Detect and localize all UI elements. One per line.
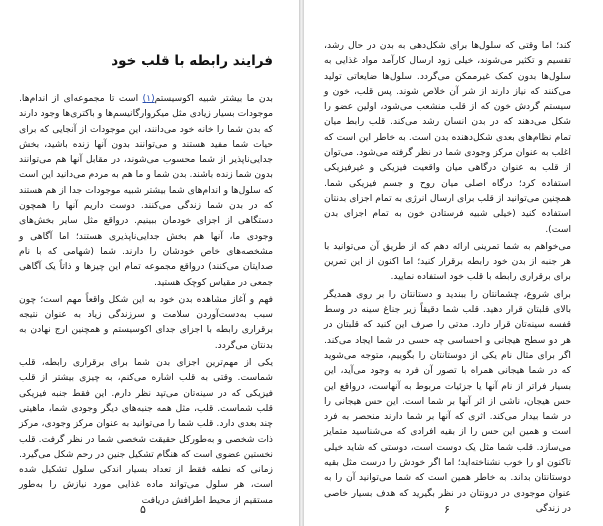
page-number: ۵: [140, 503, 146, 516]
right-page: [304, 0, 603, 526]
right-page-body: [324, 38, 571, 516]
paragraph: یکی از مهم‌ترین اجزای بدن شما برای برقراری رابطه، قلب شماست. وقتی به قلب اشاره می‌کنم، به چیزی بیشتر از قلب فیزیکی که در سینه‌تان می‌تپد نظر دارم. این فقط جنبه فیزیکی قلب شماست. قلب، مثل همه جنبه‌های دیگر وجودی شما، ماهیتی چند بعدی دارد. قلب شما را می‌توانید به عنوان مرکز وجودی، مرکز ذات شخصی و به‌طورکل حقیقت شخصی شما در نظر گرفت. قلب نخستین عضوی است که هنگام تشکیل جنین در رحم شکل می‌گیرد. زمانی که نطفه فقط از تعداد بسیار اندکی سلول تشکیل شده است، هر سلول می‌تواند ماده غذایی مورد نیازش را به‌طور مستقیم از محیط اطرافش دریافت: [19, 357, 273, 506]
left-page-body: [19, 91, 273, 508]
paragraph: [19, 91, 273, 290]
paragraph-rest: است تا مجموعه‌ای از اندام‌ها. موجودات بسیار زیادی مثل میکروارگانیسم‌ها و باکتری‌ها وجود دارند که بدن شما را خانه خود می‌دانند، این موجودات از آنجایی که برای حیات شما مفید هستند و می‌توانند بدون آنها زنده باشید، بخش جدایی‌ناپذیر از شما محسوب می‌شوند، در مقابل آنها هم می‌توانند بدون شما زنده باشند. بدن شما و ما هم به مردم می‌دانید این است که سلول‌ها و اندام‌های شما بیشتر شبیه موجودات جدا از هم هستند که در بدن شما زندگی می‌کنند. دوست داریم آنها را همچون دستگاهی از اجزای خودمان ببینیم. درواقع مثل سایر بخش‌های وجودی ما، آنها هم بخش جدایی‌ناپذیری هستند؛ اما آگاهی و مشخصه‌های خاص خودشان را دارند. شما (شهامی که با نام صدایتان می‌کنند) درواقع مجموعه تمام این چیزها و ذاتاً یک آگاهی جمعی در مقیاس کوچک هستید.: [19, 93, 273, 288]
page-number: ۶: [444, 503, 450, 516]
paragraph-start: بدن ما بیشتر شبیه اکوسیستم: [154, 93, 273, 104]
paragraph: کند؛ اما وقتی که سلول‌ها برای شکل‌دهی به بدن در حال رشد، تقسیم و تکثیر می‌شوند، خیلی زود ارسال کارآمد مواد غذایی به سلول‌ها بدون کمک غیرممکن می‌گردد. سلول‌ها ضایعاتی تولید می‌کنند که نیاز دارند از شر آن خلاص شوند. پس قلب، خون و سیستم گردش خون که از قلب منشعب می‌شود، اولین عضو را شکل می‌دهند که در بدن انسان رشد می‌کند. قلب رابط میان تمام نظام‌های بعدی شکل‌دهنده بدن است. به خاطر این است که اغلب به عنوان مرکز وجودی شما در نظر گرفته می‌شود. می‌توان از قلب به عنوان درگاهی میان واقعیت فیزیکی و غیرفیزیکی استفاده کرد؛ درگاه اصلی میان روح و جسم فیزیکی شما. همچنین می‌توانید از قلب برای ارسال انرژی به تمام اجزای بدنتان استفاده کنید (خیلی شبیه فرستادن خون به تمام اجزای بدن است).: [324, 40, 571, 235]
left-page: [0, 0, 299, 526]
chapter-title: فرایند رابطه با قلب خود: [111, 53, 273, 69]
paragraph: می‌خواهم به شما تمرینی ارائه دهم که از طریق آن می‌توانید با هر جنبه از بدن خود رابطه برقرار کنید؛ اما اکنون از این تمرین برای برقراری رابطه با قلب خود استفاده نمایید.: [324, 240, 571, 283]
footnote-reference-link[interactable]: (۱): [142, 93, 155, 104]
paragraph: فهم و آغاز مشاهده بدن خود به این شکل واقعاً مهم است؛ چون سبب به‌دست‌آوردن سلامت و سرزندگی زیاد به عنوان نتیجه برقراری رابطه با اجزای جدای اکوسیستم و همچنین ارج نهادن به بدنتان می‌گردد.: [19, 293, 273, 351]
paragraph: برای شروع، چشمانتان را ببندید و دستانتان را بر روی همدیگر بالای قلبتان قرار دهید. قلب شما دقیقاً زیر جناغ سینه در وسط قفسه سینه‌تان قرار دارد. مدتی را صرف این کنید که قلبتان در هر دو سطح هیجانی و احساسی چه حسی در شما ایجاد می‌کند. اگر برای مثال نام یکی از دوستانتان را بگوییم، متوجه می‌شوید که در شما هیجانی همراه با تصور آن فرد به وجود می‌آید، این بسیار فراتر از نام آنها یا جزئیات مربوط به آنهاست، درواقع این حس هیجان، ناشی از اثر آنها بر شما است. این حس هیجانی را در شما بیدار می‌کند. اثری که آنها بر شما دارند منحصر به فرد است و همین این حس را از بقیه افرادی که می‌شناسید متمایز می‌سازد. قلب شما مثل یک دوست است، دوستی که شاید خیلی تاکنون او را خوب نشناخته‌اید؛ اما اگر خودش را درست مثل بقیه دوستانتان بداند. به خاطر همین است که شما می‌توانید آن را به عنوان موجودی در درونتان در نظر بگیرید که هدف بسیار خاصی در زندگی: [324, 288, 571, 514]
